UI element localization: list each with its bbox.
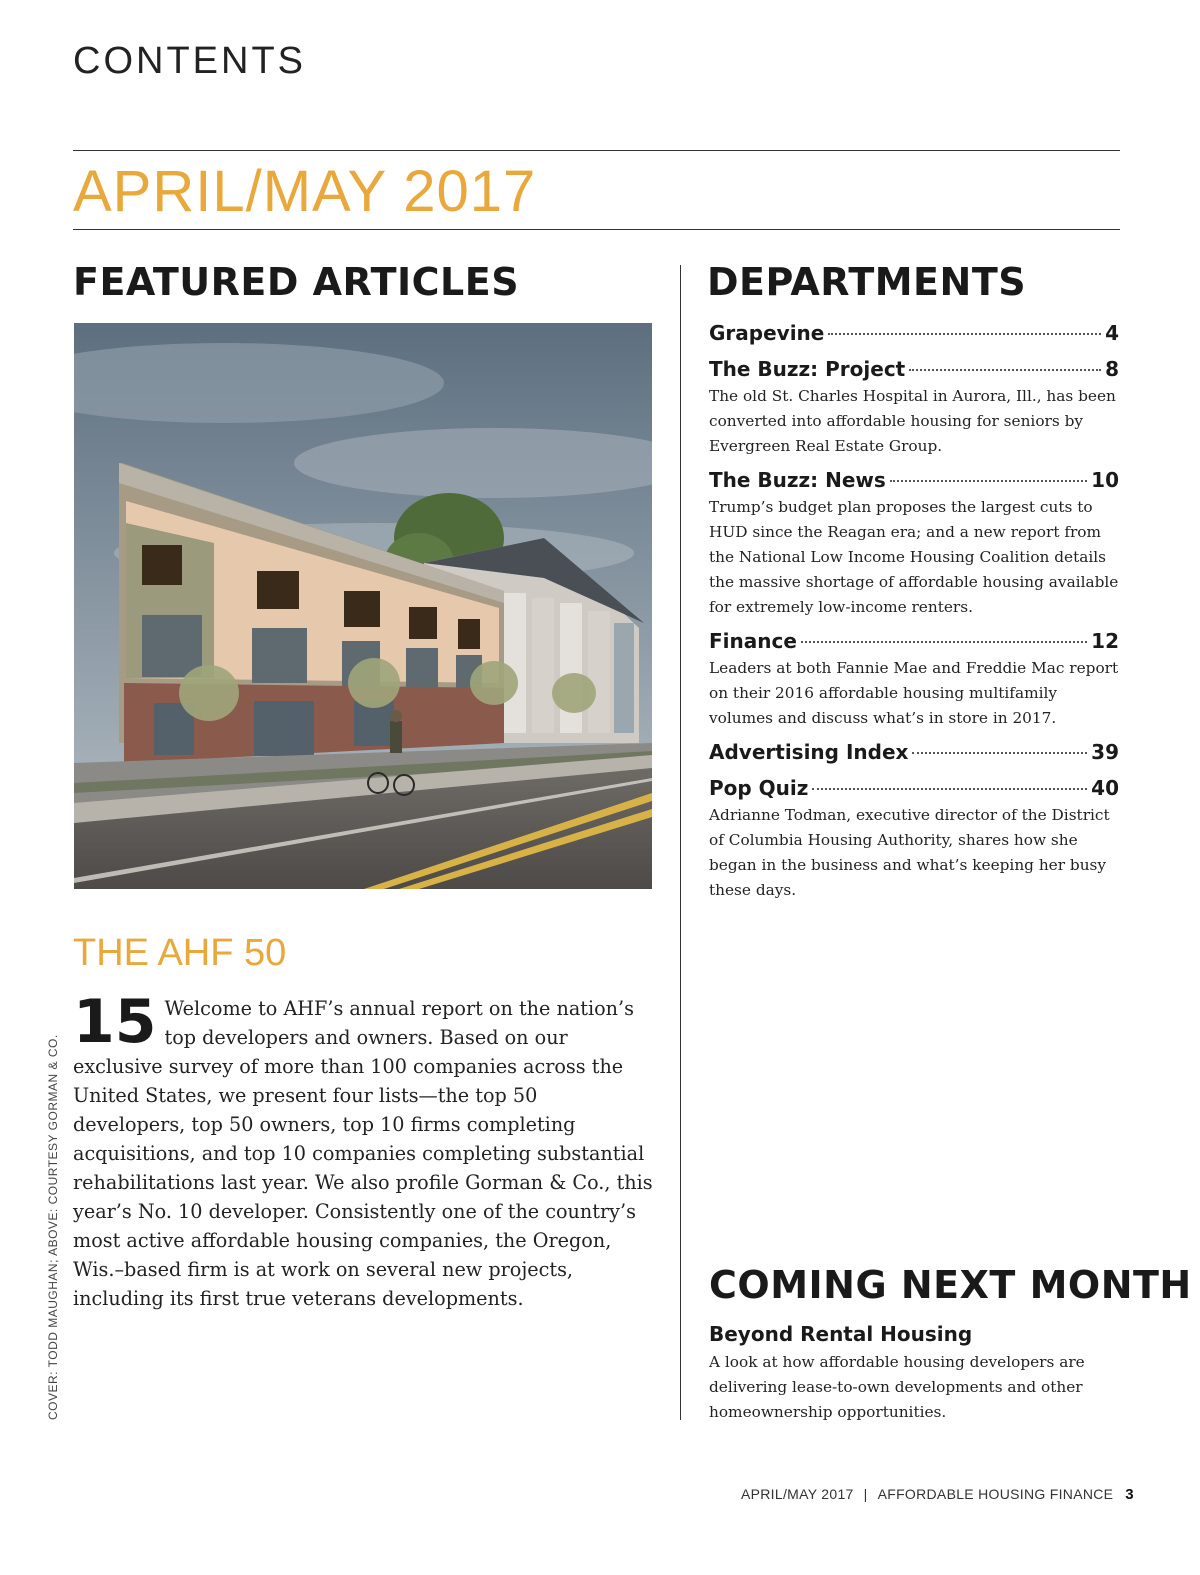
section-label: CONTENTS [73,40,306,82]
footer-issue: APRIL/MAY 2017 [741,1486,854,1502]
department-page: 10 [1091,468,1119,492]
dot-leader [828,333,1101,335]
department-page: 8 [1105,357,1119,381]
department-description: Trump’s budget plan proposes the largest cuts to HUD since the Reagan era; and a new report from the National Low Income Housing Coalition details the massive shortage of affordable housing available for extremely low-income renters. [709,498,1119,616]
featured-heading: FEATURED ARTICLES [73,260,520,304]
dot-leader [801,641,1087,643]
coming-next-heading: COMING NEXT MONTH [709,1263,1192,1307]
department-description: Adrianne Todman, executive director of the District of Columbia Housing Authority, shares how she began in the business and what’s keeping her busy these days. [709,806,1110,899]
department-page: 4 [1105,321,1119,345]
feature-article-title[interactable]: THE AHF 50 [73,932,287,974]
department-item[interactable] [709,626,1119,731]
departments-heading: DEPARTMENTS [707,260,1027,304]
page-number: 3 [1125,1486,1134,1503]
department-title: The Buzz: News [709,468,886,492]
top-rule [73,150,1120,151]
departments-list [709,318,1119,909]
dot-leader [890,480,1087,482]
footer-separator: | [863,1486,868,1502]
column-divider [680,265,681,1420]
department-title: Advertising Index [709,740,909,764]
department-item[interactable] [709,737,1119,767]
coming-next-description: A look at how affordable housing developers are delivering lease-to-own developments and other homeownership opportunities. [709,1353,1085,1421]
department-title: Grapevine [709,321,825,345]
issue-rule [73,229,1120,230]
department-description: Leaders at both Fannie Mae and Freddie Mac report on their 2016 affordable housing multifamily volumes and discuss what’s in store in 2017. [709,659,1119,727]
department-item[interactable] [709,354,1119,459]
dot-leader [812,788,1087,790]
issue-title: APRIL/MAY 2017 [73,159,537,224]
department-item[interactable] [709,465,1119,620]
dot-leader [909,369,1101,371]
department-item[interactable] [709,318,1119,348]
department-title: Pop Quiz [709,776,809,800]
feature-article-blurb [73,987,653,1313]
department-item[interactable] [709,773,1119,903]
featured-article-image[interactable] [74,323,652,889]
coming-next-title: Beyond Rental Housing [709,1322,973,1346]
department-description: The old St. Charles Hospital in Aurora, Ill., has been converted into affordable housing for seniors by Evergreen Real Estate Group. [709,387,1116,455]
department-title: The Buzz: Project [709,357,906,381]
photo-credit: COVER: TODD MAUGHAN; ABOVE: COURTESY GORMAN & CO. [46,1034,60,1420]
feature-article-text: Welcome to AHF’s annual report on the nation’s top developers and owners. Based on our exclusive survey of more than 100 companies across the United States, we present four lists—the top 50 developers, top 50 owners, top 10 firms completing acquisitions, and top 10 companies completing substantial rehabilitations last year. We also profile Gorman & Co., this year’s No. 10 developer. Consistently one of the country’s most active affordable housing companies, the Oregon, Wis.–based firm is at work on several new projects, including its first true veterans developments. [73,997,653,1310]
footer-publication: AFFORDABLE HOUSING FINANCE [877,1486,1114,1502]
department-page: 12 [1091,629,1119,653]
department-page: 39 [1091,740,1119,764]
dot-leader [912,752,1087,754]
department-page: 40 [1091,776,1119,800]
feature-page-number: 15 [73,987,157,1057]
department-title: Finance [709,629,797,653]
page-footer [741,1486,1134,1503]
